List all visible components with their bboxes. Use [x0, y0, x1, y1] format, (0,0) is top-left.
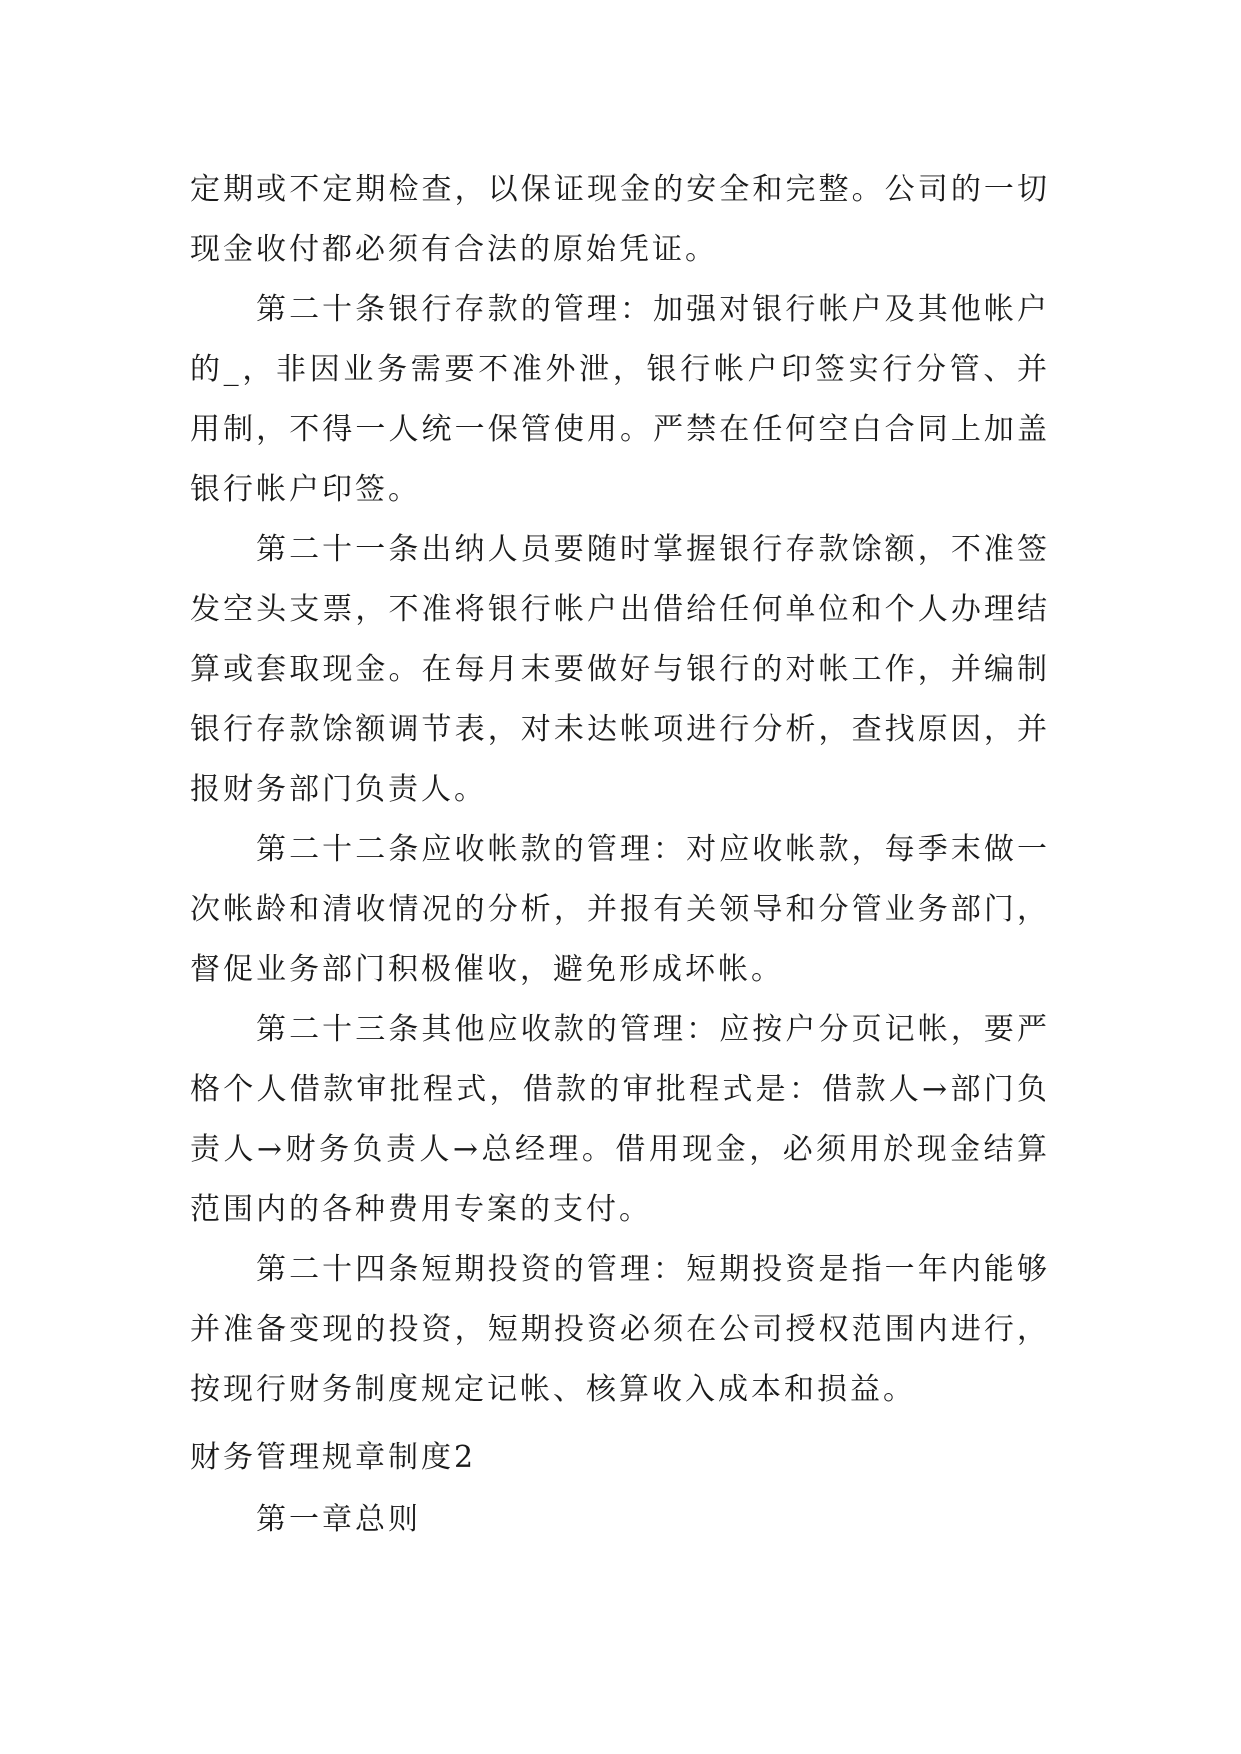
document-body [190, 160, 1050, 1420]
paragraph-article-24: 第二十四条短期投资的管理：短期投资是指一年内能够并准备变现的投资，短期投资必须在公司授权范围内进行，按现行财务制度规定记帐、核算收入成本和损益。 [190, 1252, 1050, 1407]
paragraph-continuation: 定期或不定期检查，以保证现金的安全和完整。公司的一切现金收付都必须有合法的原始凭证。 [190, 172, 1050, 267]
paragraph-article-20: 第二十条银行存款的管理：加强对银行帐户及其他帐户的_，非因业务需要不准外泄，银行帐户印签实行分管、并用制，不得一人统一保管使用。严禁在任何空白合同上加盖银行帐户印签。 [190, 292, 1050, 507]
paragraph-article-23: 第二十三条其他应收款的管理：应按户分页记帐，要严格个人借款审批程式，借款的审批程式是：借款人→部门负责人→财务负责人→总经理。借用现金，必须用於现金结算范围内的各种费用专案的支付。 [190, 1012, 1050, 1227]
paragraph-article-21: 第二十一条出纳人员要随时掌握银行存款馀额，不准签发空头支票，不准将银行帐户出借给任何单位和个人办理结算或套取现金。在每月末要做好与银行的对帐工作，并编制银行存款馀额调节表，对未达帐项进行分析，查找原因，并报财务部门负责人。 [190, 532, 1050, 807]
chapter-heading: 第一章总则 [256, 1502, 421, 1537]
section-title: 财务管理规章制度2 [190, 1440, 477, 1475]
paragraph-article-22: 第二十二条应收帐款的管理：对应收帐款，每季末做一次帐龄和清收情况的分析，并报有关领导和分管业务部门，督促业务部门积极催收，避免形成坏帐。 [190, 832, 1050, 987]
